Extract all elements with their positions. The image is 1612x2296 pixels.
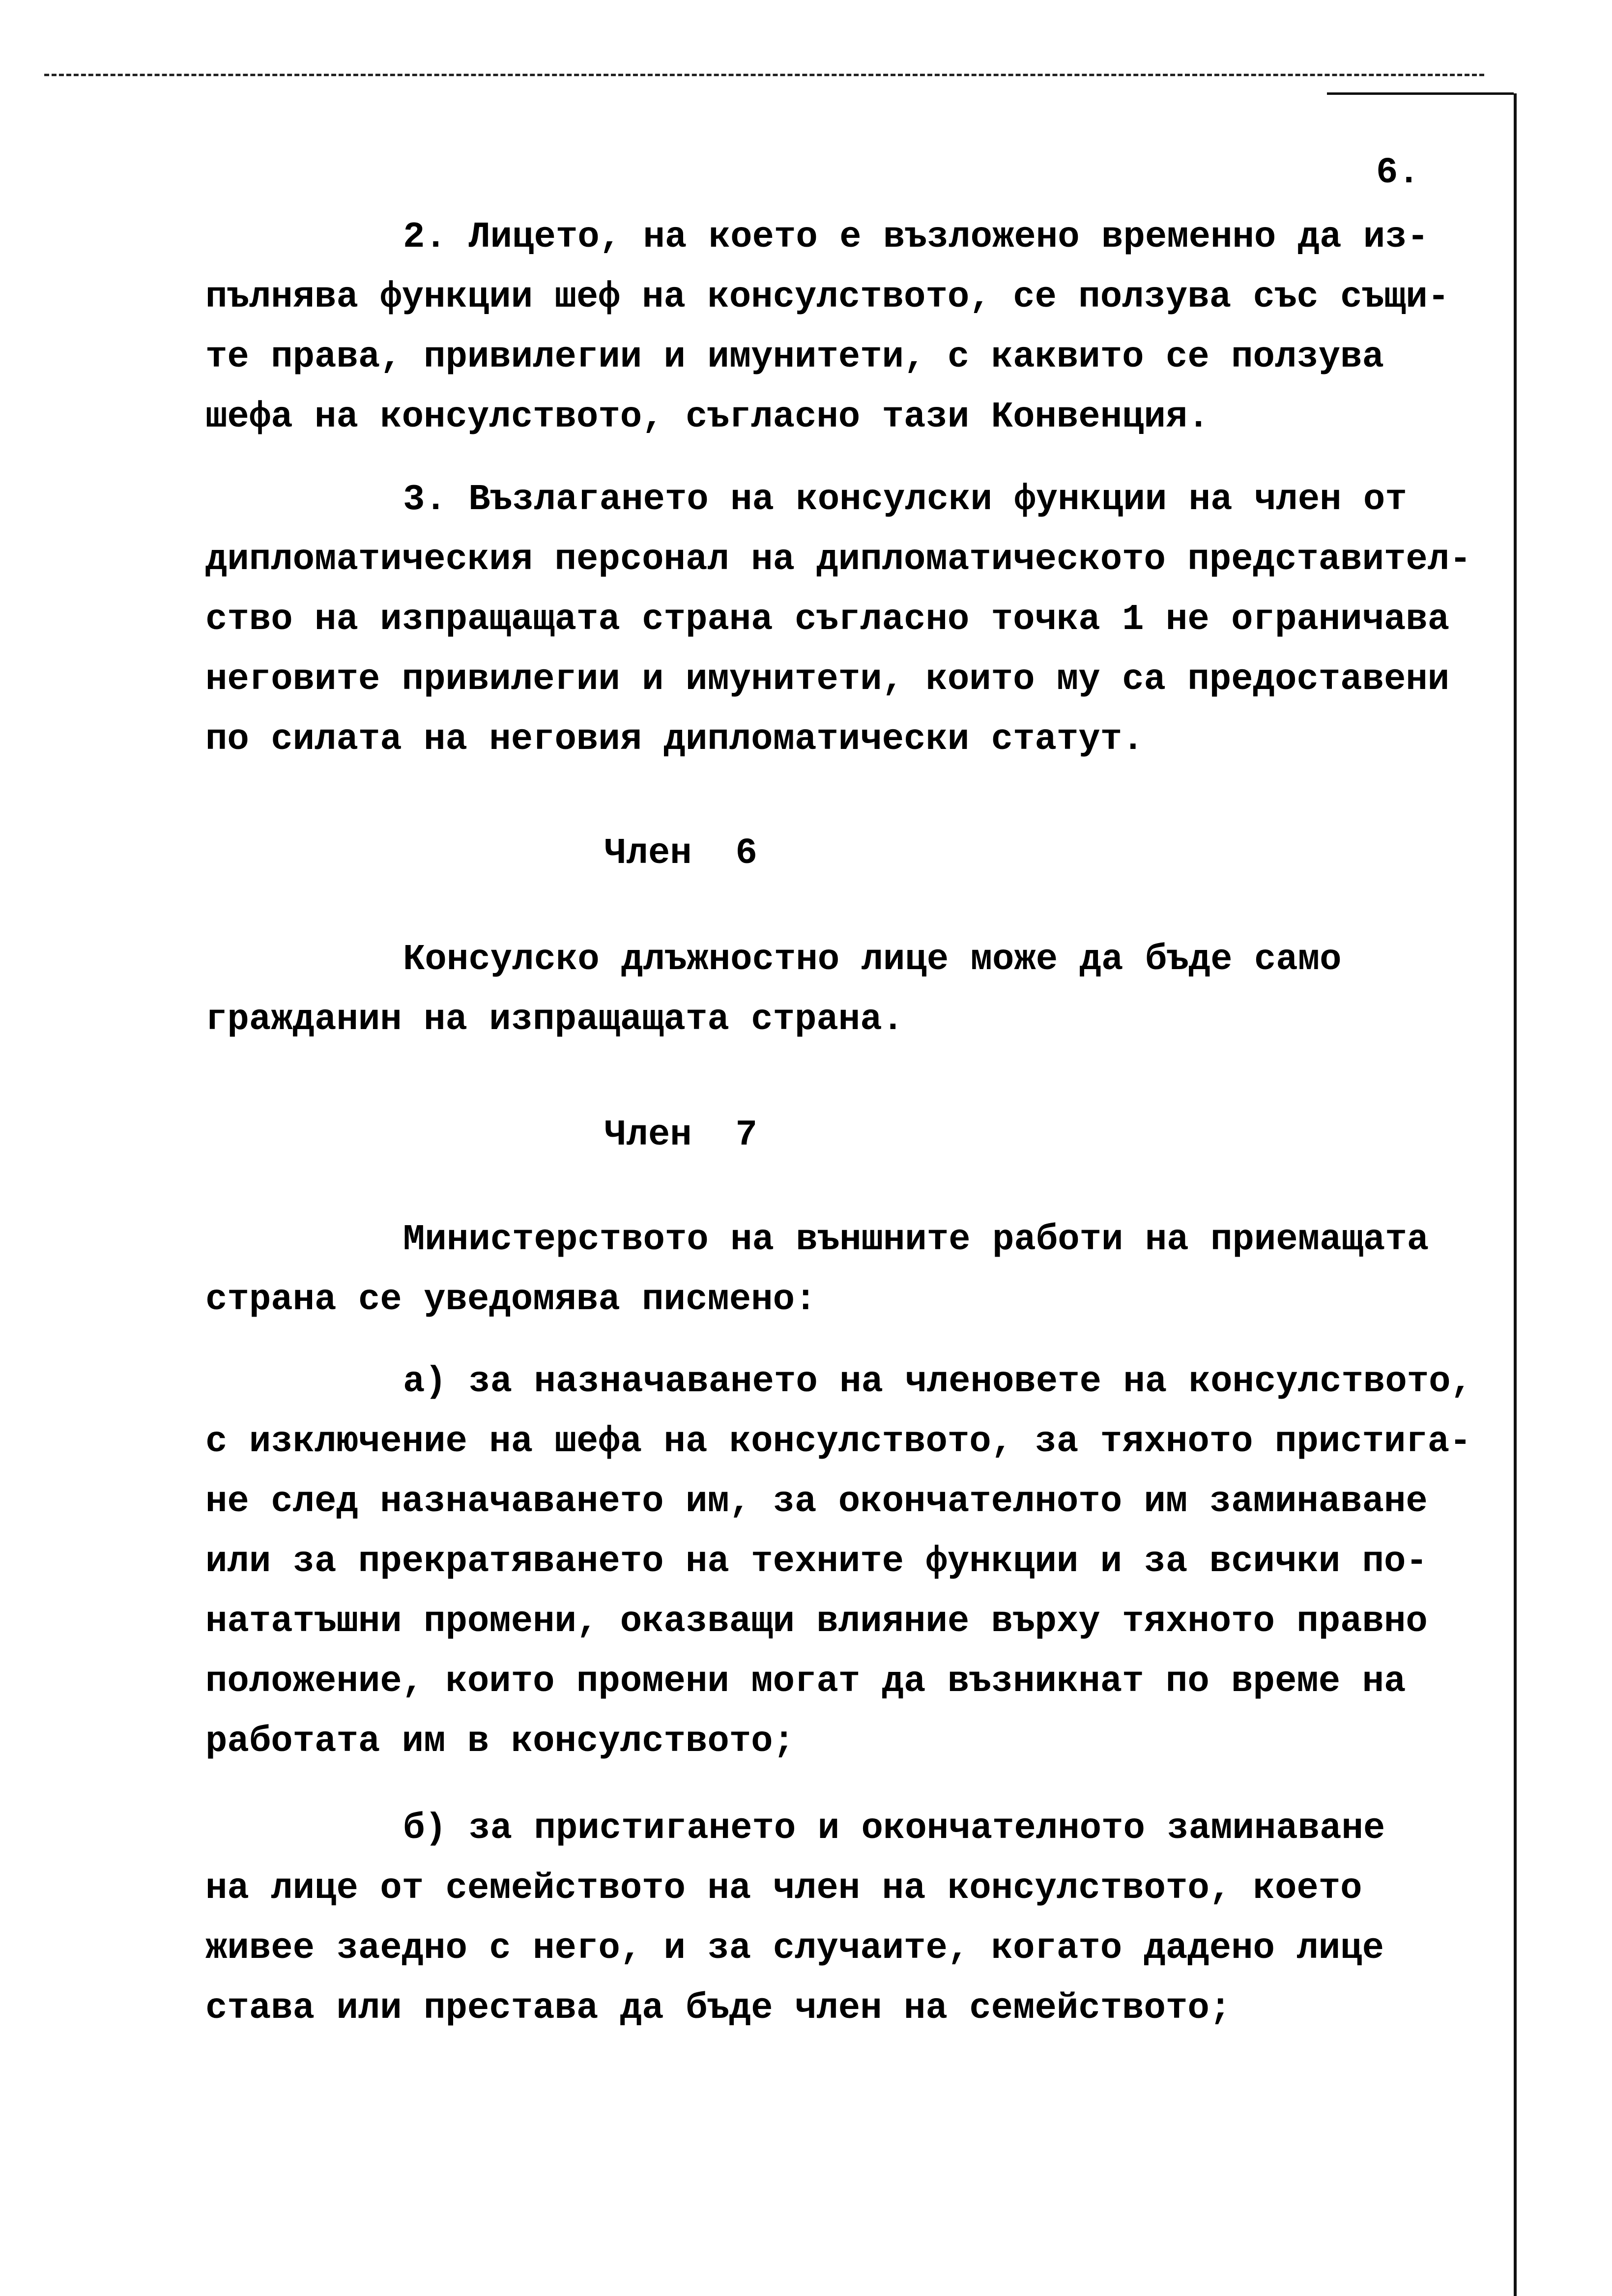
text-line: 2. Лицето, на което е възложено временно да из- <box>403 217 1429 258</box>
text-line: а) за назначаването на членовете на консулството, <box>403 1361 1472 1403</box>
text-line: не след назначаването им, за окончателното им заминаване <box>205 1481 1428 1522</box>
text-line: на лице от семейството на член на консулството, което <box>205 1868 1362 1909</box>
text-line: 3. Възлагането на консулски функции на член от <box>403 479 1407 520</box>
text-line: дипломатическия персонал на дипломатическото представител- <box>205 539 1471 580</box>
right-border-line <box>1514 93 1517 2296</box>
text-line: гражданин на изпращащата страна. <box>205 999 904 1040</box>
text-line: те права, привилегии и имунитети, с каквито се ползува <box>205 337 1384 378</box>
text-line: шефа на консулството, съгласно тази Конвенция. <box>205 397 1209 438</box>
page-number: 6. <box>1376 152 1420 194</box>
article-7-text <box>205 1210 1503 1330</box>
paragraph-3 <box>205 470 1503 770</box>
text-line: ство на изпращащата страна съгласно точка 1 не ограничава <box>205 599 1450 640</box>
article-7-heading: Член 7 <box>604 1115 757 1156</box>
text-line: положение, които промени могат да възникнат по време на <box>205 1661 1406 1702</box>
text-line: с изключение на шефа на консулството, за тяхното пристига- <box>205 1421 1471 1463</box>
top-border-line <box>44 74 1484 76</box>
text-line: пълнява функции шеф на консулството, се ползува със същи- <box>205 277 1450 318</box>
text-line: или за прекратяването на техните функции и за всички по- <box>205 1541 1428 1582</box>
text-line: по силата на неговия дипломатически статут. <box>205 719 1144 760</box>
text-line: Министерството на външните работи на приемащата <box>403 1219 1429 1261</box>
text-line: живее заедно с него, и за случаите, когато дадено лице <box>205 1928 1384 1969</box>
paragraph-2 <box>205 207 1503 447</box>
text-line: б) за пристигането и окончателното заминаване <box>403 1808 1385 1849</box>
article-6-text <box>205 930 1503 1050</box>
item-b <box>205 1799 1503 2038</box>
text-line: страна се уведомява писмено: <box>205 1279 817 1320</box>
text-line: работата им в консулството; <box>205 1721 795 1762</box>
top-right-border-line <box>1327 92 1514 95</box>
article-6-heading: Член 6 <box>604 833 757 874</box>
item-a <box>205 1352 1503 1772</box>
text-line: става или престава да бъде член на семейството; <box>205 1988 1232 2029</box>
text-line: Консулско длъжностно лице може да бъде само <box>403 939 1342 980</box>
text-line: нататъшни промени, оказващи влияние върху тяхното правно <box>205 1601 1428 1642</box>
text-line: неговите привилегии и имунитети, които му са предоставени <box>205 659 1450 700</box>
